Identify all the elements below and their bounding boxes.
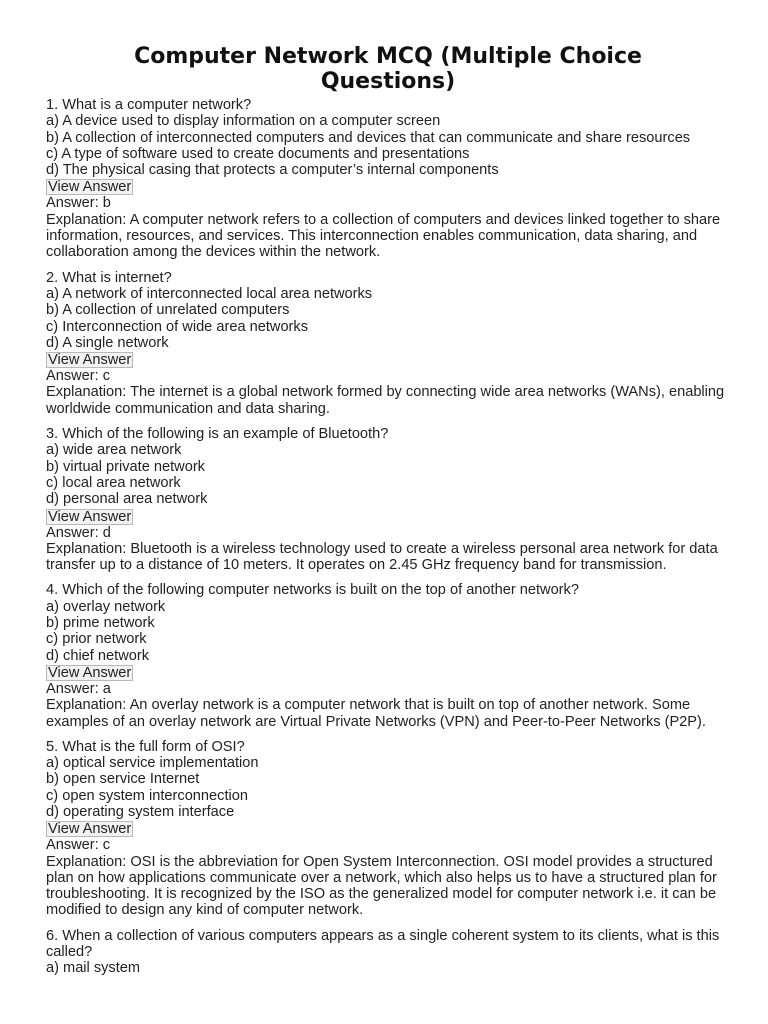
option-d: d) operating system interface — [46, 803, 235, 820]
option-a: a) wide area network — [46, 442, 182, 459]
question-block — [46, 97, 730, 261]
option-a: a) mail system — [46, 960, 141, 977]
option-b: b) A collection of unrelated computers — [46, 302, 290, 319]
option-a: a) A network of interconnected local area networks — [46, 285, 373, 302]
view-answer-button[interactable]: View Answer — [48, 179, 132, 196]
question-text: 2. What is internet? — [46, 269, 172, 286]
option-b: b) A collection of interconnected computers and devices that can communicate and share resources — [46, 129, 691, 146]
option-c: c) prior network — [46, 631, 147, 648]
option-b: b) virtual private network — [46, 458, 205, 475]
option-d: d) A single network — [46, 334, 169, 351]
answer-text: Answer: d — [46, 524, 111, 541]
option-d: d) The physical casing that protects a computer’s internal components — [46, 162, 499, 179]
option-c: c) open system interconnection — [46, 787, 248, 804]
explanation-text: Explanation: The internet is a global network formed by connecting wide area networks (WANs), enabling worldwide communication and data sharing. — [46, 384, 725, 417]
question-block — [46, 270, 730, 417]
option-a: a) A device used to display information on a computer screen — [46, 113, 441, 130]
explanation-text: Explanation: OSI is the abbreviation for Open System Interconnection. OSI model provides a structured plan on how applications communicate over a network, which also helps us to have a structured plan for troubleshooting. It is recognized by the ISO as the generalized model for computer network i.e. it can be modified to design any kind of computer network. — [46, 853, 717, 919]
option-b: b) prime network — [46, 615, 155, 632]
option-b: b) open service Internet — [46, 771, 200, 788]
view-answer-button[interactable]: View Answer — [48, 821, 132, 838]
question-block — [46, 928, 730, 977]
view-answer-button[interactable]: View Answer — [48, 508, 132, 525]
option-a: a) overlay network — [46, 598, 166, 615]
option-d: d) personal area network — [46, 491, 208, 508]
document-page — [46, 44, 730, 986]
question-block — [46, 582, 730, 729]
option-c: c) A type of software used to create documents and presentations — [46, 145, 470, 162]
question-text: 5. What is the full form of OSI? — [46, 738, 245, 755]
question-block — [46, 426, 730, 573]
view-answer-button[interactable]: View Answer — [48, 664, 132, 681]
answer-text: Answer: a — [46, 680, 111, 697]
option-c: c) local area network — [46, 474, 181, 491]
question-text: 1. What is a computer network? — [46, 97, 252, 113]
answer-text: Answer: c — [46, 837, 111, 854]
question-block — [46, 739, 730, 919]
option-d: d) chief network — [46, 647, 150, 664]
option-c: c) Interconnection of wide area networks — [46, 318, 309, 335]
explanation-text: Explanation: A computer network refers to a collection of computers and devices linked together to share information, resources, and services. This interconnection enables communication, data sharing, and collaboration among the devices within the network. — [46, 211, 721, 261]
question-text: 4. Which of the following computer networks is built on the top of another network? — [46, 582, 579, 599]
explanation-text: Explanation: An overlay network is a computer network that is built on top of another network. Some examples of an overlay network are Virtual Private Networks (VPN) and Peer-to-Peer Networks (P2P). — [46, 697, 706, 730]
answer-text: Answer: b — [46, 195, 111, 212]
explanation-text: Explanation: Bluetooth is a wireless technology used to create a wireless personal area network for data transfer up to a distance of 10 meters. It operates on 2.45 GHz frequency band for transmission. — [46, 540, 718, 574]
view-answer-button[interactable]: View Answer — [48, 352, 132, 369]
answer-text: Answer: c — [46, 368, 111, 385]
page-title: Computer Network MCQ (Multiple Choice Questions) — [134, 44, 642, 94]
option-a: a) optical service implementation — [46, 755, 259, 772]
question-text: 3. Which of the following is an example of Bluetooth? — [46, 426, 389, 443]
question-text: 6. When a collection of various computers appears as a single coherent system to its clients, what is this called? — [46, 927, 720, 961]
